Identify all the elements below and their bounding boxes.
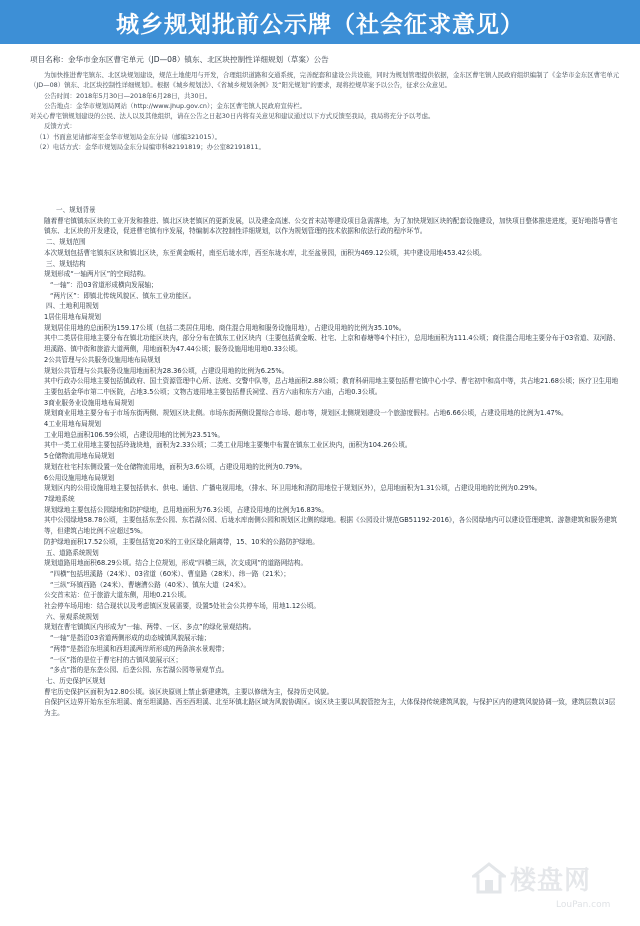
- section-text: 6公用设施用地布局规划: [44, 473, 115, 482]
- section-text: “四横”包括坦溪路（24米）、03省道（60米）、曹皇路（28米）、纬一路（21米）；: [50, 569, 290, 578]
- section-heading: 四、土地利用规划: [46, 302, 99, 311]
- section-text: 3商业服务业设施用地布局规划: [44, 398, 134, 407]
- section-text: 随着曹宅镇镇东区块的工业开发和推进、镇北区块老镇区的更新发展，以及建金高速、公交首末站等建设项目急需落地，为了加快规划区块的配套设施建设，加快项目整体推进进度，更好地指导曹宅镇东、北区块的开发建设，促进曹宅镇有序发展，特编制本次控制性详细规划，以作为规划管理的技术依据和依法行政的程序环节。: [44, 216, 618, 236]
- house-logo-icon: [472, 862, 506, 896]
- section-text: 规划居住用地的总面积为159.17公顷（包括二类居住用地、商住混合用地和服务设施用地），占建设用地的比例为35.10%。: [44, 323, 406, 332]
- section-text: 规划形成“一轴两片区”的空间结构。: [44, 270, 150, 279]
- announcement-intro: [30, 70, 620, 152]
- section-text: 5仓储物流用地布局规划: [44, 452, 115, 461]
- section-heading: 三、规划结构: [46, 259, 86, 268]
- section-heading: 六、景观系统规划: [46, 612, 99, 621]
- section-heading: 五、道路系统规划: [46, 548, 99, 557]
- section-heading: 一、规划背景: [56, 206, 96, 214]
- announcement-place: 公告地点：金华市规划局网站（http://www.jhup.gov.cn）；金东区曹宅镇人民政府宣传栏。: [44, 101, 307, 110]
- section-text: “三纵”环镇西路（24米）、曹塘漕公路（40米）、镇东大道（24米）。: [50, 580, 251, 589]
- announcement-period: 公告时间：2018年5月30日—2018年6月28日，共30日。: [44, 91, 212, 100]
- section-text: 规划在杜宅村东侧设置一处仓储物流用地，面积为3.6公顷，占建设用地的比例为0.79%。: [44, 462, 307, 471]
- section-text: 自保护区边界开始东至东坦溪、南至坦溪路、西至西坦溪、北至环镇北路区域为风貌协调区。该区块主要以风貌管控为主，大体保持传统建筑风貌，与保护区内的建筑风貌协调一致，建筑层数以3层为主。: [44, 698, 616, 718]
- section-text: 本次规划包括曹宅镇东区块和镇北区块，东至黄金畈村，南至后垅水库，西至东垅水库，北至盆景园，面积为469.12公顷，其中建设用地453.42公顷。: [44, 248, 486, 257]
- section-text: 其中二类居住用地主要分布在镇北功能区块内，部分分布在镇东工业区块内（主要包括黄金畈、杜宅、上京和春塘等4个村庄），总用地面积为111.4公顷；商住混合用地主要分布于03省道、双河路、坦溪路、镇中街和旅游大道两侧，用地面积为47.44公顷；服务设施用地用地0.33公顷。: [44, 334, 620, 354]
- section-text: “两片区”：即镇北传统风貌区、镇东工业功能区。: [50, 291, 196, 300]
- watermark-brand: 楼盘网: [510, 866, 592, 896]
- section-text: “两带”是指沿东坦溪和西坦溪两岸所形成的两条滨水景观带；: [50, 644, 229, 653]
- section-text: 其中一类工业用地主要包括玲珑块地，面积为2.33公顷；二类工业用地主要集中布置在镇东工业区块内，面积为104.26公顷。: [44, 441, 412, 450]
- section-text: 7绿地系统: [44, 494, 75, 503]
- section-heading: 七、历史保护区规划: [46, 676, 106, 685]
- project-name-line: 项目名称：金华市金东区曹宅单元（JD—08）镇东、北区块控制性详细规划（草案）公告: [30, 55, 329, 64]
- feedback-method-phone: （2）电话方式：金华市规划局金东分局编审科82191819；办公室82191811。: [36, 143, 265, 152]
- section-text: “多点”指的是东垄公园、后垄公园、东若湖公园等景观节点。: [50, 666, 229, 675]
- section-text: “一区”指的是位于曹宅村的古镇风貌展示区；: [50, 655, 183, 664]
- section-heading: 二、规划范围: [46, 238, 86, 247]
- header-banner: [0, 0, 640, 44]
- feedback-method-mail: （1）书面意见请邮寄至金华市规划局金东分局（邮编321015）。: [36, 132, 222, 141]
- section-text: 2公共管理与公共服务设施用地布局规划: [44, 355, 161, 364]
- page-title: 城乡规划批前公示牌（社会征求意见）: [116, 11, 524, 38]
- section-text: 防护绿地面积17.52公顷，主要包括宽20米的工业区绿化隔离带，15、10米的公路防护绿地。: [44, 537, 319, 546]
- section-text: 规划区内的公用设施用地主要包括供水、供电、通信、广播电视用地，（排水、环卫用地和消防用地位于规划区外），总用地面积为1.31公顷，占建设用地的比例为0.29%。: [44, 484, 542, 493]
- section-text: 工业用地总面积106.59公顷，占建设用地的比例为23.51%。: [44, 430, 225, 439]
- section-text: 规划公共管理与公共服务设施用地面积为28.36公顷，占建设用地的比例为6.25%。: [44, 366, 289, 375]
- loupan-watermark: [472, 858, 632, 920]
- feedback-methods-label: 反馈方式：: [44, 122, 76, 131]
- section-text: 其中公园绿地58.78公顷，主要包括东垄公园、东若湖公园、后垅水库南侧公园和规划区北侧的绿地。根据《公园设计规范GB51192-2016》，各公园绿地内可以建设管理建筑、游憩建筑和服务建筑等，但建筑占地比例不应超过5%。: [44, 516, 618, 536]
- section-text: 公交首末站：位于旅游大道东侧，用地0.21公顷。: [44, 591, 191, 600]
- intro-paragraph: 为加快推进曹宅镇东、北区块规划建设，规范土地使用与开发，合理组织道路和交通系统，完善配套和建设公共设施，同时为规划管理提供依据，金东区曹宅镇人民政府组织编制了《金华市金东区曹宅单元（JD—08）镇东、北区块控制性详细规划》。根据《城乡规划法》、《省城乡规划条例》及“阳光规划”的要求，现将控规草案予以公告，征求公众意见。: [30, 71, 620, 90]
- section-text: 规划在曹宅镇镇区内形成为“一轴、两带、一区、多点”的绿化景观结构。: [44, 623, 256, 632]
- section-text: 曹宅历史保护区面积为12.80公顷。该区块原则上禁止新建建筑，主要以修缮为主，保持历史风貌。: [44, 687, 334, 696]
- section-text: 其中行政办公用地主要包括镇政府、国土资源管理中心所、法庭、交警中队等，总占地面积2.88公顷；教育科研用地主要包括曹宅镇中心小学、曹宅初中和高中等，共占地21.68公顷；医疗卫生用地主要包括金华市第二中医院，占地3.5公顷；文物古迹用地主要包括曹氏祠堂、西方六庙和东方六庙，占地0.3公顷。: [44, 377, 619, 396]
- section-text: 规划绿地主要包括公园绿地和防护绿地，总用地面积为76.3公顷，占建设用地的比例为16.83%。: [44, 505, 328, 514]
- section-text: “一轴”：沿03省道形成横向发展轴；: [50, 280, 158, 289]
- section-text: 规划商业用地主要分布于市场东街两侧、规划区块北侧。市场东街两侧设置综合市场、超市等，规划区北侧规划建设一个旅游度假村。占地6.66公顷，占建设用地的比例为1.47%。: [44, 409, 568, 418]
- watermark-url: LouPan.com: [556, 900, 611, 910]
- section-text: 1居住用地布局规划: [44, 313, 101, 322]
- section-text: “一轴”是指沿03省道两侧形成的动态城镇风貌展示轴；: [50, 634, 211, 643]
- section-text: 规划道路用地面积68.29公顷。结合上位规划，形成“四横三纵，次支成网”的道路网结构。: [44, 559, 308, 568]
- section-text: 社会停车场用地：结合现状以及考虑镇区发展需要，设置5处社会公共停车场，用地1.12公顷。: [44, 602, 321, 611]
- plan-content: [44, 205, 620, 719]
- feedback-invitation: 对关心曹宅镇规划建设的公民、法人以及其他组织，请在公告之日起30日内将有关意见和建议通过以下方式反馈至我局，我局将充分予以考虑。: [30, 112, 435, 121]
- section-text: 4工业用地布局规划: [44, 420, 101, 429]
